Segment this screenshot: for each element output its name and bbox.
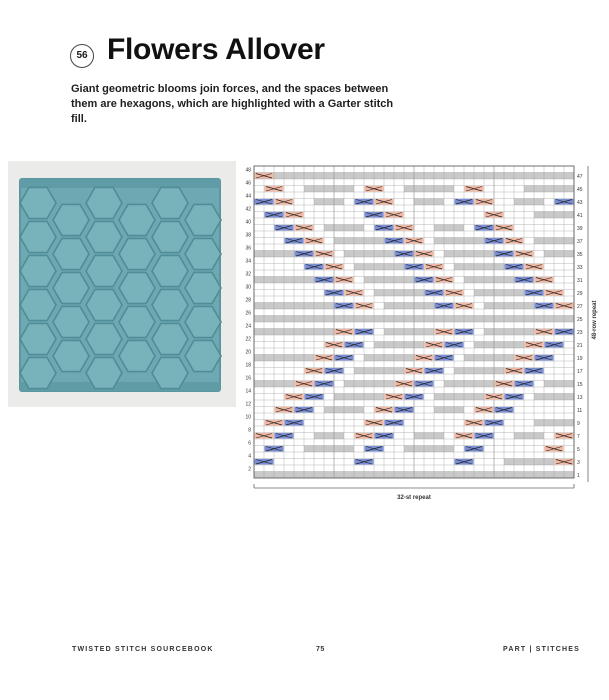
row-label-right: 31 — [577, 277, 583, 284]
pattern-title: Flowers Allover — [107, 33, 325, 66]
row-label-left: 46 — [245, 180, 251, 187]
blue-cross-stitch — [334, 355, 353, 361]
blue-cross-stitch — [264, 446, 283, 452]
pink-cross-stitch — [524, 264, 543, 270]
garter-segment — [444, 251, 494, 258]
garter-segment — [524, 186, 574, 193]
row-label-right: 19 — [577, 355, 583, 362]
pink-cross-stitch — [294, 381, 313, 387]
blue-cross-stitch — [354, 199, 373, 205]
garter-segment — [484, 303, 534, 310]
garter-segment — [304, 446, 354, 453]
row-label-right: 15 — [577, 381, 583, 388]
pink-cross-stitch — [424, 264, 443, 270]
blue-cross-stitch — [414, 381, 433, 387]
pink-cross-stitch — [484, 212, 503, 218]
blue-cross-stitch — [484, 420, 503, 426]
row-label-left: 48 — [245, 167, 251, 174]
garter-segment — [434, 238, 484, 245]
row-label-right: 27 — [577, 303, 583, 310]
swatch-hexagon — [53, 238, 89, 269]
pink-cross-stitch — [504, 238, 523, 244]
pink-cross-stitch — [504, 368, 523, 374]
pink-cross-stitch — [444, 290, 463, 296]
row-label-right: 11 — [577, 407, 583, 414]
garter-segment — [404, 186, 454, 193]
swatch-hexagon — [185, 204, 221, 235]
swatch-photo — [8, 161, 236, 407]
row-label-right: 1 — [577, 472, 580, 479]
swatch-hexagon — [53, 204, 89, 235]
blue-cross-stitch — [494, 251, 513, 257]
swatch-hexagon — [119, 306, 155, 337]
row-label-left: 18 — [245, 362, 251, 369]
garter-segment — [464, 355, 514, 362]
pink-cross-stitch — [404, 238, 423, 244]
garter-segment — [384, 303, 434, 310]
pink-cross-stitch — [514, 355, 533, 361]
pink-cross-stitch — [474, 199, 493, 205]
row-label-left: 30 — [245, 284, 251, 291]
blue-cross-stitch — [334, 303, 353, 309]
pink-cross-stitch — [314, 355, 333, 361]
swatch-hexagon — [185, 238, 221, 269]
swatch-hexagon — [53, 272, 89, 303]
pink-cross-stitch — [324, 342, 343, 348]
garter-segment — [454, 264, 504, 271]
garter-segment — [364, 355, 414, 362]
blue-cross-stitch — [404, 394, 423, 400]
garter-segment — [304, 186, 354, 193]
garter-segment — [414, 433, 444, 440]
blue-cross-stitch — [294, 407, 313, 413]
pink-cross-stitch — [494, 225, 513, 231]
row-label-right: 23 — [577, 329, 583, 336]
blue-cross-stitch — [324, 290, 343, 296]
footer-page-number: 75 — [316, 646, 325, 653]
garter-segment — [474, 290, 524, 297]
blue-cross-stitch — [394, 407, 413, 413]
blue-cross-stitch — [374, 225, 393, 231]
blue-cross-stitch — [504, 394, 523, 400]
row-label-right: 9 — [577, 420, 580, 427]
pink-cross-stitch — [274, 407, 293, 413]
blue-cross-stitch — [554, 329, 573, 335]
pattern-number-badge: 56 — [70, 44, 94, 68]
row-label-left: 6 — [248, 440, 251, 447]
pink-cross-stitch — [344, 290, 363, 296]
pink-cross-stitch — [554, 459, 573, 465]
pink-cross-stitch — [464, 186, 483, 192]
pink-cross-stitch — [524, 342, 543, 348]
row-label-left: 40 — [245, 219, 251, 226]
pink-cross-stitch — [384, 212, 403, 218]
chart-svg — [238, 160, 598, 510]
garter-segment — [464, 277, 514, 284]
pattern-intro: Giant geometric blooms join forces, and the spaces between them are hexagons, which are highlighted with a Garter stitch fill. — [71, 83, 394, 125]
row-label-left: 8 — [248, 427, 251, 434]
garter-segment — [544, 251, 574, 258]
swatch-top-border — [20, 179, 220, 188]
pink-cross-stitch — [254, 433, 273, 439]
row-label-left: 10 — [245, 414, 251, 421]
pink-cross-stitch — [354, 303, 373, 309]
pink-cross-stitch — [454, 303, 473, 309]
garter-segment — [314, 199, 344, 206]
garter-segment — [434, 407, 464, 414]
garter-segment — [544, 381, 574, 388]
swatch-hexagon — [152, 323, 188, 354]
x-axis-label: 32-st repeat — [397, 495, 431, 501]
pink-cross-stitch — [394, 381, 413, 387]
blue-cross-stitch — [424, 290, 443, 296]
blue-cross-stitch — [274, 225, 293, 231]
garter-segment — [384, 329, 434, 336]
row-label-right: 47 — [577, 173, 583, 180]
blue-cross-stitch — [364, 212, 383, 218]
row-label-right: 21 — [577, 342, 583, 349]
blue-cross-stitch — [434, 355, 453, 361]
row-label-right: 37 — [577, 238, 583, 245]
swatch-hexagon — [152, 221, 188, 252]
pink-cross-stitch — [374, 407, 393, 413]
row-label-right: 39 — [577, 225, 583, 232]
blue-cross-stitch — [514, 277, 533, 283]
row-label-left: 12 — [245, 401, 251, 408]
garter-segment — [314, 433, 344, 440]
swatch-hexagon — [53, 340, 89, 371]
footer-section: PART | STITCHES — [503, 646, 580, 653]
pink-cross-stitch — [384, 394, 403, 400]
row-label-left: 32 — [245, 271, 251, 278]
blue-cross-stitch — [354, 459, 373, 465]
pink-cross-stitch — [314, 251, 333, 257]
left-row-labels — [245, 167, 251, 472]
blue-cross-stitch — [274, 433, 293, 439]
blue-cross-stitch — [414, 277, 433, 283]
pink-cross-stitch — [364, 186, 383, 192]
blue-cross-stitch — [254, 459, 273, 465]
row-label-left: 24 — [245, 323, 251, 330]
blue-cross-stitch — [394, 251, 413, 257]
pink-cross-stitch — [364, 420, 383, 426]
garter-segment — [434, 225, 464, 232]
garter-segment — [344, 251, 394, 258]
row-label-left: 16 — [245, 375, 251, 382]
blue-cross-stitch — [504, 264, 523, 270]
pink-cross-stitch — [464, 420, 483, 426]
blue-cross-stitch — [524, 368, 543, 374]
blue-cross-stitch — [304, 394, 323, 400]
row-label-left: 28 — [245, 297, 251, 304]
pink-cross-stitch — [554, 433, 573, 439]
blue-cross-stitch — [524, 290, 543, 296]
pink-cross-stitch — [354, 433, 373, 439]
blue-cross-stitch — [284, 238, 303, 244]
swatch-hexagon — [119, 272, 155, 303]
garter-segment — [514, 199, 544, 206]
blue-cross-stitch — [514, 381, 533, 387]
swatch-hexagon — [86, 255, 122, 286]
swatch-hexagon — [20, 221, 56, 252]
pink-cross-stitch — [414, 251, 433, 257]
row-label-right: 5 — [577, 446, 580, 453]
garter-segment — [444, 381, 494, 388]
row-label-right: 25 — [577, 316, 583, 323]
row-label-right: 33 — [577, 264, 583, 271]
garter-segment — [474, 342, 524, 349]
garter-segment — [334, 238, 384, 245]
blue-cross-stitch — [474, 433, 493, 439]
garter-segment — [404, 446, 454, 453]
swatch-hexagon — [86, 289, 122, 320]
pink-cross-stitch — [334, 277, 353, 283]
row-label-right: 35 — [577, 251, 583, 258]
swatch-hexagon — [185, 306, 221, 337]
row-label-right: 41 — [577, 212, 583, 219]
blue-cross-stitch — [374, 433, 393, 439]
blue-cross-stitch — [344, 342, 363, 348]
pink-cross-stitch — [554, 303, 573, 309]
row-label-right: 3 — [577, 459, 580, 466]
pink-cross-stitch — [264, 420, 283, 426]
row-label-right: 17 — [577, 368, 583, 375]
row-label-left: 2 — [248, 466, 251, 473]
pink-cross-stitch — [334, 329, 353, 335]
footer-book-title: TWISTED STITCH SOURCEBOOK — [72, 646, 214, 653]
swatch-hexagon — [20, 357, 56, 388]
blue-cross-stitch — [474, 225, 493, 231]
row-label-right: 43 — [577, 199, 583, 206]
blue-cross-stitch — [454, 199, 473, 205]
swatch-hexagon — [86, 323, 122, 354]
pink-cross-stitch — [544, 290, 563, 296]
swatch-hexagon — [20, 323, 56, 354]
blue-cross-stitch — [384, 238, 403, 244]
row-label-left: 14 — [245, 388, 251, 395]
swatch-hexagon — [152, 357, 188, 388]
garter-segment — [434, 394, 484, 401]
pink-cross-stitch — [304, 238, 323, 244]
swatch-hexagon — [20, 187, 56, 218]
pink-cross-stitch — [544, 446, 563, 452]
swatch-hexagon — [152, 255, 188, 286]
garter-segment — [354, 368, 404, 375]
row-label-right: 45 — [577, 186, 583, 193]
swatch-hexagon — [86, 187, 122, 218]
pink-cross-stitch — [284, 212, 303, 218]
swatch-hexagon — [53, 306, 89, 337]
row-label-left: 44 — [245, 193, 251, 200]
pink-cross-stitch — [254, 173, 273, 179]
pink-cross-stitch — [274, 199, 293, 205]
blue-cross-stitch — [484, 238, 503, 244]
row-label-left: 36 — [245, 245, 251, 252]
pink-cross-stitch — [294, 225, 313, 231]
blue-cross-stitch — [304, 264, 323, 270]
blue-cross-stitch — [364, 446, 383, 452]
blue-cross-stitch — [544, 342, 563, 348]
blue-cross-stitch — [314, 277, 333, 283]
swatch-hexagon — [86, 221, 122, 252]
swatch-illustration — [8, 161, 236, 407]
pink-cross-stitch — [474, 407, 493, 413]
row-label-right: 7 — [577, 433, 580, 440]
blue-cross-stitch — [264, 212, 283, 218]
row-label-left: 26 — [245, 310, 251, 317]
garter-segment — [344, 381, 394, 388]
blue-cross-stitch — [404, 264, 423, 270]
blue-cross-stitch — [354, 329, 373, 335]
blue-cross-stitch — [494, 407, 513, 413]
pink-cross-stitch — [374, 199, 393, 205]
swatch-hexagon — [152, 289, 188, 320]
pink-cross-stitch — [264, 186, 283, 192]
row-label-right: 29 — [577, 290, 583, 297]
pink-cross-stitch — [404, 368, 423, 374]
pink-cross-stitch — [454, 433, 473, 439]
blue-cross-stitch — [254, 199, 273, 205]
garter-segment — [334, 394, 384, 401]
row-label-left: 20 — [245, 349, 251, 356]
garter-segment — [374, 290, 424, 297]
blue-cross-stitch — [384, 420, 403, 426]
swatch-hexagon — [152, 187, 188, 218]
blue-cross-stitch — [294, 251, 313, 257]
pink-cross-stitch — [514, 251, 533, 257]
blue-cross-stitch — [314, 381, 333, 387]
garter-segment — [514, 433, 544, 440]
pink-cross-stitch — [534, 329, 553, 335]
row-label-left: 22 — [245, 336, 251, 343]
garter-segment — [504, 459, 554, 466]
row-label-left: 42 — [245, 206, 251, 213]
pink-cross-stitch — [494, 381, 513, 387]
swatch-hexagon — [119, 340, 155, 371]
pink-cross-stitch — [394, 225, 413, 231]
swatch-hexagon — [86, 357, 122, 388]
pink-cross-stitch — [434, 329, 453, 335]
blue-cross-stitch — [554, 199, 573, 205]
swatch-hexagon — [20, 289, 56, 320]
row-label-left: 4 — [248, 453, 251, 460]
pink-cross-stitch — [534, 277, 553, 283]
blue-cross-stitch — [424, 368, 443, 374]
blue-cross-stitch — [534, 355, 553, 361]
right-row-labels — [577, 174, 583, 479]
row-label-left: 34 — [245, 258, 251, 265]
pink-cross-stitch — [414, 355, 433, 361]
garter-segment — [374, 342, 424, 349]
blue-cross-stitch — [454, 459, 473, 465]
swatch-hexagon — [20, 255, 56, 286]
pink-cross-stitch — [284, 394, 303, 400]
pink-cross-stitch — [324, 264, 343, 270]
knitting-chart — [238, 160, 598, 515]
blue-cross-stitch — [324, 368, 343, 374]
garter-segment — [484, 329, 534, 336]
swatch-hexagon — [185, 272, 221, 303]
garter-segment — [414, 199, 444, 206]
blue-cross-stitch — [464, 446, 483, 452]
blue-cross-stitch — [534, 303, 553, 309]
swatch-hexagon — [185, 340, 221, 371]
pink-cross-stitch — [304, 368, 323, 374]
garter-segment — [354, 264, 404, 271]
blue-cross-stitch — [454, 329, 473, 335]
y-axis-label: 48-row repeat — [592, 300, 598, 340]
swatch-hexagon — [119, 204, 155, 235]
garter-segment — [364, 277, 414, 284]
pink-cross-stitch — [434, 277, 453, 283]
row-label-right: 13 — [577, 394, 583, 401]
swatch-hexagon — [119, 238, 155, 269]
pink-cross-stitch — [424, 342, 443, 348]
blue-cross-stitch — [434, 303, 453, 309]
row-label-left: 38 — [245, 232, 251, 239]
garter-segment — [454, 368, 504, 375]
blue-cross-stitch — [444, 342, 463, 348]
blue-cross-stitch — [284, 420, 303, 426]
pink-cross-stitch — [484, 394, 503, 400]
